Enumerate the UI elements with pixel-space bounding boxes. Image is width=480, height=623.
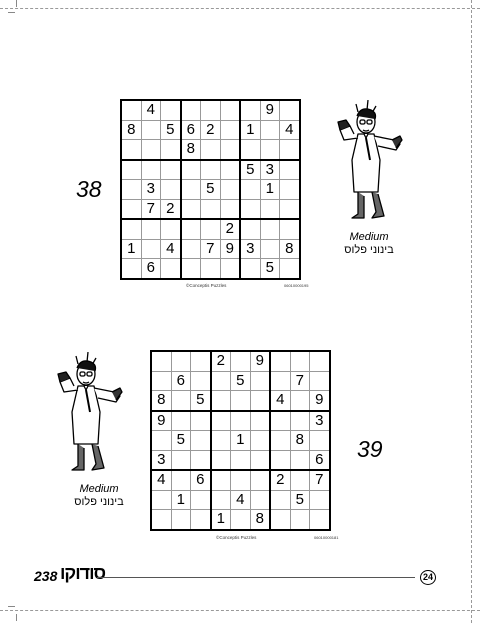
grid-cell [181, 100, 201, 120]
difficulty-label-38 [324, 231, 414, 257]
grid-cell [141, 140, 161, 160]
grid-cell [220, 180, 240, 200]
grid-cell [151, 510, 171, 530]
grid-cell [171, 351, 191, 371]
grid-cell: 4 [161, 239, 181, 259]
grid-cell [270, 371, 290, 391]
grid-cell: 4 [141, 100, 161, 120]
grid-cell: 5 [231, 371, 251, 391]
grid-cell [121, 259, 141, 279]
grid-cell [211, 411, 231, 431]
grid-cell [191, 510, 211, 530]
grid-cell [191, 371, 211, 391]
grid-row [151, 470, 330, 490]
grid-cell [121, 199, 141, 219]
grid-cell: 2 [201, 120, 221, 140]
grid-cell [191, 450, 211, 470]
grid-cell [231, 411, 251, 431]
grid-cell [161, 259, 181, 279]
difficulty-hebrew: בינוני פלוס [74, 496, 124, 508]
grid-cell [250, 371, 270, 391]
page-number-badge: 24 [420, 570, 436, 585]
grid-cell [211, 391, 231, 411]
grid-cell: 1 [171, 490, 191, 510]
grid-cell [250, 431, 270, 451]
grid-cell [280, 100, 300, 120]
grid-cell [250, 450, 270, 470]
grid-row [121, 100, 300, 120]
grid-cell [121, 160, 141, 180]
grid-row [121, 120, 300, 140]
grid-row [121, 239, 300, 259]
brand-logo: סודוקו [60, 563, 106, 583]
grid-cell: 5 [201, 180, 221, 200]
grid-cell [260, 199, 280, 219]
grid-cell: 9 [310, 391, 330, 411]
grid-cell [290, 450, 310, 470]
grid-cell [191, 490, 211, 510]
grid-cell [290, 510, 310, 530]
grid-cell [240, 219, 260, 239]
grid-cell [191, 411, 211, 431]
grid-cell [141, 239, 161, 259]
trim-line-bottom [0, 610, 480, 611]
grid-cell: 3 [141, 180, 161, 200]
grid-cell [310, 431, 330, 451]
grid-cell: 7 [290, 371, 310, 391]
grid-cell: 8 [121, 120, 141, 140]
grid-cell [171, 391, 191, 411]
grid-cell [161, 180, 181, 200]
footer-rule [97, 577, 415, 578]
grid-cell [191, 431, 211, 451]
grid-cell [201, 140, 221, 160]
grid-cell [181, 219, 201, 239]
grid-row [151, 450, 330, 470]
copyright-text: ©Conceptis Puzzles [186, 283, 227, 288]
grid-cell [181, 239, 201, 259]
grid-cell: 9 [220, 239, 240, 259]
grid-row [121, 160, 300, 180]
grid-cell: 1 [260, 180, 280, 200]
grid-cell [310, 371, 330, 391]
grid-cell: 4 [280, 120, 300, 140]
grid-cell [220, 160, 240, 180]
grid-cell [161, 140, 181, 160]
grid-cell [310, 490, 330, 510]
grid-cell [171, 510, 191, 530]
grid-cell: 4 [231, 490, 251, 510]
grid-row [151, 371, 330, 391]
grid-cell: 5 [290, 490, 310, 510]
grid-cell: 3 [240, 239, 260, 259]
grid-cell: 1 [211, 510, 231, 530]
grid-cell [211, 490, 231, 510]
doctor-illustration [336, 100, 418, 230]
grid-cell [270, 490, 290, 510]
grid-cell [181, 180, 201, 200]
grid-cell: 2 [270, 470, 290, 490]
grid-cell [161, 160, 181, 180]
grid-cell: 5 [171, 431, 191, 451]
grid-cell [201, 219, 221, 239]
grid-cell: 7 [310, 470, 330, 490]
grid-cell [240, 199, 260, 219]
puzzle-code: 06010000195 [284, 283, 309, 288]
grid-cell: 7 [201, 239, 221, 259]
grid-row [121, 180, 300, 200]
grid-cell [290, 351, 310, 371]
puzzle-number-38: 38 [76, 176, 102, 202]
grid-cell: 5 [260, 259, 280, 279]
grid-cell: 3 [151, 450, 171, 470]
grid-cell: 9 [151, 411, 171, 431]
grid-cell [171, 470, 191, 490]
grid-cell: 6 [191, 470, 211, 490]
grid-cell: 4 [151, 470, 171, 490]
grid-cell: 9 [250, 351, 270, 371]
grid-cell [231, 351, 251, 371]
grid-cell: 8 [290, 431, 310, 451]
grid-row [151, 351, 330, 371]
grid-cell [240, 259, 260, 279]
grid-cell [280, 219, 300, 239]
grid-cell [270, 411, 290, 431]
grid-row [151, 510, 330, 530]
grid-cell: 8 [181, 140, 201, 160]
grid-cell [211, 470, 231, 490]
grid-cell: 6 [171, 371, 191, 391]
crop-mark [8, 12, 15, 13]
grid-cell [121, 140, 141, 160]
grid-cell [181, 199, 201, 219]
sudoku-grid-39 [150, 350, 331, 531]
grid-cell [151, 431, 171, 451]
grid-cell [310, 351, 330, 371]
grid-cell: 2 [211, 351, 231, 371]
grid-cell [151, 371, 171, 391]
grid-cell [250, 470, 270, 490]
grid-cell: 6 [141, 259, 161, 279]
grid-cell: 9 [260, 100, 280, 120]
puzzle-code: 06010000181 [314, 535, 339, 540]
puzzle-number-39: 39 [357, 436, 383, 462]
grid-cell: 3 [260, 160, 280, 180]
difficulty-label-39 [54, 483, 144, 509]
grid-cell [211, 431, 231, 451]
grid-cell [260, 120, 280, 140]
grid-cell [250, 411, 270, 431]
grid-row [151, 490, 330, 510]
difficulty-english: Medium [79, 483, 119, 495]
grid-cell: 4 [270, 391, 290, 411]
grid-cell [181, 160, 201, 180]
grid-cell: 1 [121, 239, 141, 259]
grid-cell [121, 180, 141, 200]
difficulty-hebrew: בינוני פלוס [344, 244, 394, 256]
grid-cell [201, 100, 221, 120]
grid-cell [231, 391, 251, 411]
grid-cell [280, 259, 300, 279]
grid-cell [260, 219, 280, 239]
sudoku-grid-38 [120, 99, 301, 280]
grid-cell [310, 510, 330, 530]
grid-cell: 2 [161, 199, 181, 219]
copyright-text: ©Conceptis Puzzles [216, 535, 257, 540]
grid-cell: 8 [280, 239, 300, 259]
grid-cell [220, 140, 240, 160]
grid-row [151, 391, 330, 411]
grid-row [121, 259, 300, 279]
grid-cell [161, 100, 181, 120]
grid-cell [250, 391, 270, 411]
grid-cell [280, 140, 300, 160]
grid-cell [231, 470, 251, 490]
grid-cell [280, 160, 300, 180]
doctor-illustration [56, 352, 138, 482]
grid-cell [220, 120, 240, 140]
grid-cell [171, 411, 191, 431]
grid-cell: 8 [250, 510, 270, 530]
grid-cell [161, 219, 181, 239]
grid-cell [290, 391, 310, 411]
grid-cell [231, 450, 251, 470]
grid-cell [220, 259, 240, 279]
grid-cell: 8 [151, 391, 171, 411]
grid-row [151, 431, 330, 451]
grid-cell [211, 371, 231, 391]
grid-cell: 1 [240, 120, 260, 140]
grid-cell [270, 351, 290, 371]
grid-cell [181, 259, 201, 279]
grid-cell [280, 199, 300, 219]
grid-cell [270, 510, 290, 530]
grid-cell [141, 120, 161, 140]
grid-cell [250, 490, 270, 510]
grid-row [121, 199, 300, 219]
grid-cell: 1 [231, 431, 251, 451]
grid-cell [171, 450, 191, 470]
page-number-left: 238 [34, 568, 58, 584]
grid-cell: 5 [191, 391, 211, 411]
grid-cell [220, 100, 240, 120]
grid-cell [141, 160, 161, 180]
grid-cell [240, 140, 260, 160]
grid-cell [240, 100, 260, 120]
grid-cell [201, 160, 221, 180]
grid-cell [280, 180, 300, 200]
grid-cell: 5 [240, 160, 260, 180]
grid-cell [121, 100, 141, 120]
grid-cell [201, 199, 221, 219]
grid-cell [290, 411, 310, 431]
grid-cell: 6 [310, 450, 330, 470]
grid-cell [290, 470, 310, 490]
crop-mark [16, 614, 17, 621]
grid-cell [220, 199, 240, 219]
grid-cell [231, 510, 251, 530]
grid-cell [211, 450, 231, 470]
grid-row [121, 140, 300, 160]
grid-cell: 3 [310, 411, 330, 431]
grid-cell [201, 259, 221, 279]
grid-cell [141, 219, 161, 239]
difficulty-english: Medium [349, 231, 389, 243]
grid-cell [240, 180, 260, 200]
grid-cell [270, 450, 290, 470]
trim-line-right [471, 0, 472, 623]
grid-row [151, 411, 330, 431]
grid-cell [151, 351, 171, 371]
crop-mark [8, 606, 15, 607]
grid-cell [260, 140, 280, 160]
grid-cell [121, 219, 141, 239]
grid-cell: 5 [161, 120, 181, 140]
grid-cell [260, 239, 280, 259]
grid-cell [191, 351, 211, 371]
grid-cell: 7 [141, 199, 161, 219]
grid-cell [151, 490, 171, 510]
crop-mark [16, 0, 17, 7]
grid-cell: 2 [220, 219, 240, 239]
grid-cell [270, 431, 290, 451]
grid-cell: 6 [181, 120, 201, 140]
grid-row [121, 219, 300, 239]
trim-line-top [0, 8, 480, 9]
